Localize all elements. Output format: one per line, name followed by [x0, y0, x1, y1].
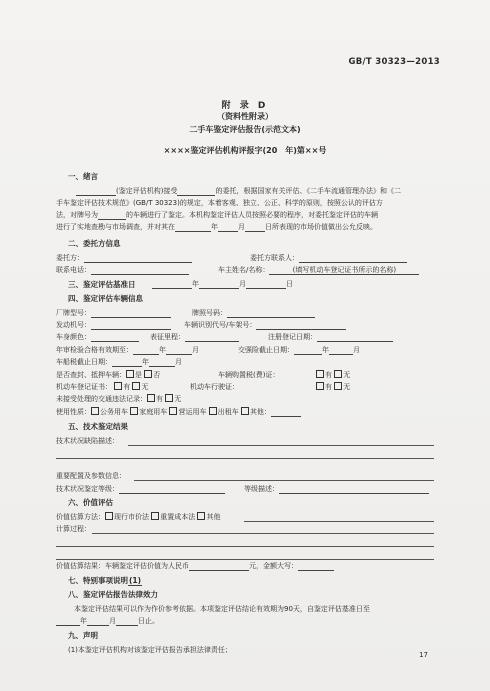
appendix-nature: （资料性附录）	[217, 112, 273, 121]
usage-row: 使用性质： 公务用车 家庭用车 营运用车 出租车 其他：	[56, 407, 301, 417]
tech-score-row: 技术状况鉴定等级：	[56, 484, 225, 494]
brand-row: 厂牌型号：	[56, 308, 171, 318]
rule	[128, 445, 434, 446]
section-base-date: 三、鉴定评估基准日	[68, 280, 136, 289]
rule	[134, 480, 434, 481]
travel-cert-options: 有 无	[316, 382, 350, 392]
tech-grade-row: 等级描述：	[244, 484, 429, 494]
standard-code: GB/T 30323—2013	[348, 57, 440, 67]
rule	[56, 458, 434, 459]
legal-line-1: 本鉴定评估结果可以作为作价参考依据。本项鉴定评估结论有效期为90天，自鉴定评估基准日至	[74, 605, 370, 613]
travel-cert-have-checkbox[interactable]	[316, 382, 324, 390]
odometer-row: 表征里程：	[150, 332, 239, 342]
vin-row: 车辆识别代号/车架号：	[184, 320, 346, 330]
method-cost-checkbox[interactable]	[151, 512, 159, 520]
section-statement: 九、声明	[68, 631, 98, 640]
inspect-row: 年审检验合格有效期至： 年 月	[56, 346, 199, 354]
purchase-tax-have-checkbox[interactable]	[316, 370, 324, 378]
section-valuation: 六、价值评估	[68, 498, 113, 507]
section-vehicle: 四、鉴定评估车辆信息	[68, 294, 143, 303]
reg-cert-none-checkbox[interactable]	[132, 382, 140, 390]
intro-line-2: 手车鉴定评估技术规范》(GB/T 30323)的规定，本着客观、独立、公正、科学的原则，按照公认的评估方	[56, 199, 383, 207]
appendix-title: 附 录 D	[221, 101, 269, 111]
plate-row: 牌照号码：	[192, 308, 315, 318]
reg-date-row: 注册登记日期：	[268, 332, 393, 342]
base-date: 年 月 日	[152, 279, 293, 289]
phone-row: 联系电话：	[56, 265, 189, 275]
travel-cert-none-checkbox[interactable]	[334, 382, 342, 390]
rule	[244, 521, 434, 522]
reg-cert-row: 机动车登记证书： 有 无	[56, 383, 149, 391]
travel-cert-row: 机动车行驶证：	[190, 383, 239, 391]
tech-status: 技术状况缺陷描述：	[56, 437, 119, 445]
valuation-process: 计算过程：	[56, 525, 91, 533]
violation-none-checkbox[interactable]	[165, 394, 173, 402]
tax-row: 车船税截止日期： 年 月	[56, 358, 182, 366]
usage-other-checkbox[interactable]	[241, 407, 249, 415]
statement-1: (1)本鉴定评估机构对该鉴定评估报告承担法律责任；	[68, 646, 232, 654]
section-special: 七、特别事项说明(1)	[68, 576, 142, 585]
intro-line-3: 法，对牌号为 的车辆进行了鉴定。本机构鉴定评估人员按照必要的程序，对委托鉴定评估的车辆	[56, 211, 378, 219]
section-intro: 一、绪言	[68, 172, 98, 181]
method-other-checkbox[interactable]	[197, 512, 205, 520]
rule	[92, 533, 434, 534]
page-number: 17	[419, 651, 428, 659]
violation-row: 未接受处理的交通违法记录： 有 无	[56, 395, 182, 403]
mortgage-yes-checkbox[interactable]	[126, 370, 134, 378]
legal-line-2: 年 月 日止。	[56, 616, 159, 626]
tech-config: 重要配置及参数信息：	[56, 472, 126, 480]
purchase-tax-options: 有 无	[316, 370, 350, 380]
mortgage-row: 是否查封、抵押车辆： 是 否	[56, 371, 161, 379]
usage-taxi-checkbox[interactable]	[209, 407, 217, 415]
method-market-checkbox[interactable]	[105, 512, 113, 520]
owner-row: 车主姓名/名称： (填写机动车登记证书所示的名称)	[218, 265, 419, 275]
section-client: 二、委托方信息	[68, 239, 121, 248]
rule	[56, 546, 434, 547]
insurance-row: 交强险截止日期： 年 月	[238, 346, 360, 354]
section-tech: 五、技术鉴定结果	[68, 422, 128, 431]
usage-official-checkbox[interactable]	[91, 407, 99, 415]
intro-line-1: (鉴定评估机构)接受 的委托，根据国家有关评估、《二手车流通管理办法》和《二	[76, 186, 401, 196]
reg-cert-have-checkbox[interactable]	[114, 382, 122, 390]
report-number: ××××鉴定评估机构评报字(20 年)第××号	[163, 146, 327, 155]
contact-row: 委托方联系人：	[250, 253, 407, 263]
usage-family-checkbox[interactable]	[130, 407, 138, 415]
usage-commercial-checkbox[interactable]	[169, 407, 177, 415]
purchase-tax-row: 车辆购置税(费)证：	[218, 371, 280, 379]
violation-have-checkbox[interactable]	[147, 394, 155, 402]
engine-row: 发动机号：	[56, 320, 171, 330]
rule	[56, 559, 434, 560]
client-row: 委托方：	[56, 253, 192, 263]
color-row: 车身颜色：	[56, 332, 139, 342]
report-name: 二手车鉴定评估报告(示范文本)	[189, 125, 301, 134]
purchase-tax-none-checkbox[interactable]	[334, 370, 342, 378]
mortgage-no-checkbox[interactable]	[144, 370, 152, 378]
valuation-method-row: 价值估算方法： 现行市价法 重置成本法 其他	[56, 513, 221, 521]
valuation-result-row: 价值估算结果：车辆鉴定评估价值为人民币 元，金额大写：	[56, 561, 334, 571]
section-legal: 八、鉴定评估报告法律效力	[68, 590, 158, 599]
intro-line-4: 进行了实地查勘与市场调查，并对其在 年 月 日所表现的市场价值做出公允反映。	[56, 223, 377, 231]
